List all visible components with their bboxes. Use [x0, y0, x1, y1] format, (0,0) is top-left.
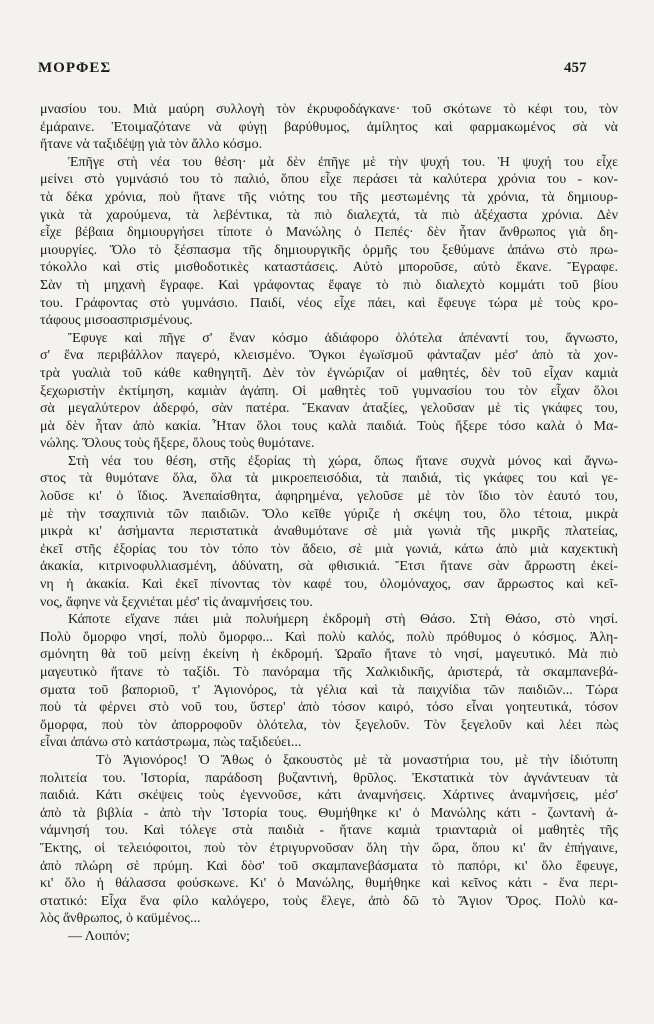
text-line: σμόνητη θὰ τοῦ μείνῃ ἐκείνη ἡ ἐκδρομή. Ὡραῖο ἤτανε τὸ νησί, μαγευτικό. Μὰ πιὸ	[40, 647, 618, 663]
page-number: 457	[564, 60, 587, 76]
paragraph	[40, 611, 618, 752]
journal-title: ΜΟΡΦΕΣ	[38, 60, 112, 76]
running-head	[38, 60, 618, 82]
text-line: μείνει στὸ γυμνάσιό του τὸ παλιό, ὅπου εἶχε περάσει τὰ καλύτερα χρόνια του - κον-	[40, 172, 618, 188]
text-line: μνασίου του. Μιὰ μαύρη συλλογὴ τὸν ἐκρυφοδάγκανε· τοῦ σκότωνε τὸ κέφι του, τὸν	[40, 102, 618, 117]
text-line: παιδιά. Κάτι σκέψεις τοὺς ἐγεννοῦσε, κάτι ἀναμνήσεις. Χάρτινες ἀναμνήσεις, μέσ'	[40, 788, 618, 804]
text-line: τόκολλο καὶ στὶς μισθοδοτικὲς καταστάσεις. Αὐτὸ μποροῦσε, αὐτὸ ἔκανε. Ἔγραφε.	[40, 260, 618, 276]
text-line: Σὰν τὴ μηχανὴ ἔγραφε. Καὶ γράφοντας ἔφαγε τὸ πιὸ διαλεχτὸ κομμάτι τοῦ βίου	[40, 277, 618, 293]
text-line: στατικό: Εἶχα ἕνα φίλο καλόγερο, τοὺς ἔλεγε, ἀπὸ δῶ τὸ Ἅγιον Ὄρος. Πολὺ κα-	[40, 893, 618, 909]
text-line: Πολὺ ὄμορφο νησί, πολὺ ὄμορφο... Καὶ πολὺ καλός, πολὺ πρόθυμος ὁ κόσμος. Ἀλη-	[40, 629, 618, 645]
paragraph-continued	[40, 101, 618, 154]
text-line: στος τὰ θυμότανε ὅλα, ὅλα τὰ μικροεπεισόδια, τὰ παιδιά, τὶς γκάφες του καὶ γε-	[40, 471, 618, 487]
text-line: νος, ἄφηνε νὰ ξεχνιέται μέσ' τὶς ἀναμνήσεις του.	[40, 594, 313, 610]
text-line: μὲ τὴν τσαχπινιὰ τῶν παιδιῶν. Ὅλο κεῖθε γύριζε ἡ σκέψη του, ὅλο τέτοια, μικρὰ	[40, 506, 618, 522]
text-line: νάμνησή του. Καὶ τόλεγε στὰ παιδιὰ - ἤτανε καμιὰ τριανταριὰ οἱ μαθητὲς τῆς	[40, 823, 618, 839]
text-line: ὄμορφα, ποὺ τὸν ἀπορροφοῦν ὁλότελα, τὸν ξεγελοῦν. Τὸν ξεγελοῦν καὶ λέει πὼς	[40, 717, 618, 733]
text-line: Κάποτε εἴχανε πάει μιὰ πολυήμερη ἐκδρομὴ στὴ Θάσο. Στὴ Θάσο, στὸ νησί.	[68, 612, 618, 628]
paragraph	[40, 330, 618, 453]
dialogue-line	[40, 928, 618, 946]
text-line: του. Γράφοντας στὸ γυμνάσιο. Παιδί, νέος εἶχε πάει, καὶ ἔφευγε τώρα μὲ τοὺς κρο-	[40, 295, 618, 311]
text-line: σματα τοῦ βαποριοῦ, τ' Ἁγιονόρος, τὰ γέλια καὶ τὰ παιχνίδια τῶν παιδιῶν... Τώρα	[40, 682, 618, 698]
paragraph	[40, 453, 618, 611]
text-line: — Λοιπόν;	[68, 928, 130, 944]
paragraph	[40, 752, 618, 928]
text-line: ἐκεῖ στῆς ἐξορίας του τὸν τόπο τὸν ἄδειο, σὲ μιὰ γωνιά, κάτω ἀπὸ μιὰ καχεκτικὴ	[40, 541, 618, 557]
text-line: ποὺ τὰ φέρνει στὸ νοῦ του, ὕστερ' ἀπὸ τόσον καιρό, τόσο εἶναι γοητευτικά, τόσον	[40, 700, 618, 716]
text-line: νη ἡ ἀκακία. Καὶ ἐκεῖ πίνοντας τὸν καφέ του, ὁλομόναχος, σαν ἄρρωστος καὶ κεῖ-	[40, 577, 618, 593]
text-line: λὸς ἄνθρωπος, ὁ καϋμένος...	[40, 911, 201, 927]
text-line: Ἔφυγε καὶ πῆγε σ' ἕναν κόσμο ἀδιάφορο ὁλότελα ἀπέναντί του, ἄγνωστο,	[68, 330, 618, 346]
text-line: Τὸ Ἁγιονόρος! Ὁ Ἄθως ὁ ξακουστὸς μὲ τὰ μοναστήρια του, μὲ τὴν ἰδιότυπη	[96, 752, 618, 768]
text-line: σὰ μεγαλύτερον ἀδερφό, σὰν πατέρα. Ἔκαναν ἀταξίες, γελοῦσαν μὲ τὶς γκάφες του,	[40, 401, 618, 417]
text-line: μὰ δὲν ἦταν ἀπὸ κακία. Ἦταν ὅλοι τους καλὰ παιδιά. Τοὺς ἤξερε τόσο καλὰ ὁ Μα-	[40, 418, 618, 434]
text-line: ξεχωριστὴν ἐκτίμηση, καμιὰν ἀγάπη. Οἱ μαθητὲς τοῦ γυμνασίου του τὸν εἶχαν ὅλοι	[40, 383, 618, 399]
text-line: λοῦσε κι' ὁ ἴδιος. Ἀνεπαίσθητα, ἀφηρημένα, γελοῦσε μὲ τὸν ἴδιο τὸν ἑαυτό του,	[40, 489, 618, 505]
text-line: σ' ἕνα περιβάλλον παγερό, κλεισμένο. Ὄγκοι ἐγωϊσμοῦ φάνταζαν μέσ' ἀπὸ τὰ χον-	[40, 348, 618, 364]
text-line: μαγευτικὸ ἤτανε τὸ ταξίδι. Τὸ πανόραμα τῆς Χαλκιδικῆς, ἀριστερά, τὰ σκαμπανεβά-	[40, 665, 618, 680]
text-line: ἀκακία, κιτρινοφυλλιασμένη, ἀδύνατη, σὰ φθισικιά. Ἔτσι ἤτανε σὰν ἄρρωστη ἐκεί-	[40, 559, 618, 575]
text-line: γικὰ τὰ χαρούμενα, τὰ λεβέντικα, τὰ πιὸ διαλεχτά, τὰ πιὸ ἀξέχαστα χρόνια. Δὲν	[40, 207, 618, 223]
text-line: Στὴ νέα του θέση, στῆς ἐξορίας τὴ χώρα, ὅπως ἤτανε συχνὰ μόνος καὶ ἄγνω-	[68, 453, 618, 469]
text-line: Ἐπῆγε στὴ νέα του θέση· μὰ δὲν ἐπῆγε μὲ τὴν ψυχή του. Ἡ ψυχή του εἶχε	[68, 154, 618, 170]
text-line: πολιτεία του. Ἱστορία, παράδοση βυζαντινή, θρῦλος. Ἐκστατικὰ τὸν ἀγνάντευαν τὰ	[40, 770, 618, 786]
text-line: εἶναι ἀπάνω στὸ κατάστρωμα, πὼς ταξιδεύει...	[40, 735, 302, 751]
text-line: νώλης. Ὅλους τοὺς ἤξερε, ὅλους τοὺς θυμότανε.	[40, 436, 315, 452]
text-line: μικρὰ κι' ἀσήμαντα περιστατικὰ ἀναθυμότανε σὲ μιὰ γωνιὰ τῆς μικρῆς πλατείας,	[40, 524, 618, 540]
text-line: κι' ὅλο ἡ θάλασσα φούσκωνε. Κι' ὁ Μανώλης, θυμήθηκε καὶ κεῖνος κάτι - ἕνα περι-	[40, 876, 618, 892]
text-line: ἤτανε νὰ ταξιδέψῃ γιὰ τὸν ἄλλο κόσμο.	[40, 137, 263, 153]
text-line: τάφους μισοασπρισμένους.	[40, 313, 193, 329]
text-line: εἶχε βέβαια δημιουργήσει τίποτε ὁ Μανώλης ὁ Πεπές· δὲν ἦταν ἄνθρωπος γιὰ δη-	[40, 225, 618, 241]
text-line: ἀπὸ πλώρη σὲ πρύμη. Καὶ δὸσ' τοῦ σκαμπανεβάσματα τὸ παπόρι, κι' ὅλο ἔφευγε,	[40, 858, 618, 874]
paragraph	[40, 154, 618, 330]
text-line: τρὰ γυαλιὰ τοῦ κάθε καθηγητῆ. Δὲν τὸν ἐγνώριζαν οἱ μαθητές, δὲν τοῦ εἶχαν καμιὰ	[40, 365, 618, 381]
text-line: Ἕκτης, οἱ τελειόφοιτοι, ποὺ τὸν ἐτριγυρνοῦσαν ὅλη τὴν ὥρα, ὅπου κι' ἂν ἐπήγαινε,	[40, 840, 618, 856]
text-line: τὰ δέκα χρόνια, ποὺ ἤτανε τῆς νιότης του τῆς μεστωμένης τὰ χρόνια, τὰ δημιουρ-	[40, 189, 618, 205]
text-line: ἀπὸ τὰ βιβλία - ἀπὸ τὴν Ἱστορία τους. Θυμήθηκε κι' ὁ Μανώλης κάτι - ζωντανὴ ἀ-	[40, 805, 618, 821]
article-body	[40, 101, 618, 946]
text-line: ἐμάραινε. Ἑτοιμαζότανε νὰ φύγῃ βαρύθυμος, ἀμίλητος καὶ φαρμακωμένος σὰ νὰ	[40, 119, 618, 135]
text-line: μιουργίες. Ὅλο τὸ ξέσπασμα τῆς δημιουργικῆς ὁρμῆς του ξεθύμανε ἀπάνω στὸ πρω-	[40, 242, 618, 258]
